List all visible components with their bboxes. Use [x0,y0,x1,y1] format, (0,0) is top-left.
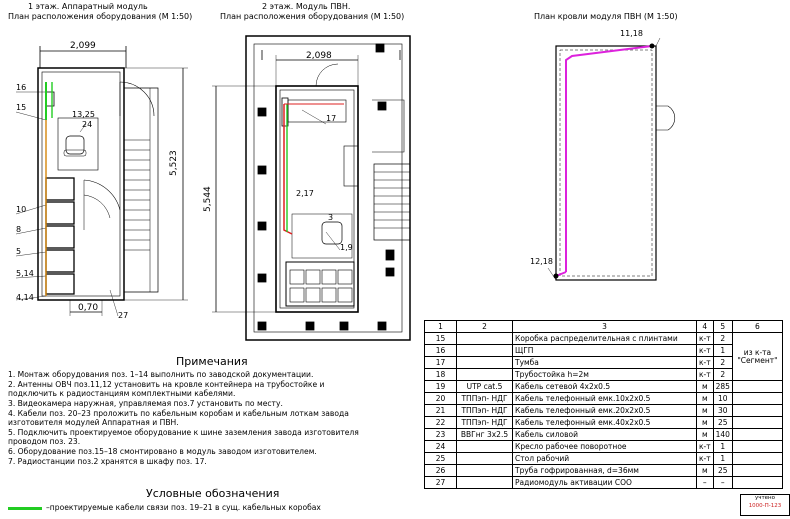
cell-pos: 21 [425,405,457,417]
cell-qty: 1 [713,453,732,465]
callout-17: 17 [326,114,337,123]
p2-width-label: 2,098 [306,51,332,61]
cell-type [457,333,513,345]
cell-unit: м [697,465,714,477]
cell-type: ТППэп- НДГ [457,393,513,405]
note-line: 7. Радиостанции поз.2 хранятся в шкафу поз. 17. [8,457,207,466]
legend-item: –проектируемые кабели связи поз. 19–21 в сущ. кабельных коробах [46,503,321,512]
stamp-code: 1000-П-123 [748,503,782,509]
specification-table [424,320,783,489]
table-row [425,369,783,381]
table-header: 4 [697,321,714,333]
note-line: 2. Антенны ОВЧ поз.11,12 установить на кровле контейнера на трубостойке и [8,380,325,389]
table-row [425,465,783,477]
cell-name: Кабель сетевой 4x2x0.5 [513,381,697,393]
cell-type: ТППэп- НДГ [457,417,513,429]
plan2-title-line1: 2 этаж. Модуль ПВН. [262,2,351,11]
cell-unit: к-т [697,357,714,369]
callout-4-14: 4,14 [16,293,34,302]
roof-top-label: 11,18 [620,29,643,38]
cell-unit: м [697,381,714,393]
cell-qty: – [713,477,732,489]
plan3-outline [548,38,675,280]
cell-name: Кресло рабочее поворотное [513,441,697,453]
table-row [425,345,783,357]
plan2-outline [212,36,410,340]
table-row [425,429,783,441]
note-line: подключить к радиостанциям комплектными кабелями. [8,389,236,398]
cell-unit: к-т [697,369,714,381]
callout-24: 24 [82,120,93,129]
cell-unit: м [697,405,714,417]
cell-name: ЩГП [513,345,697,357]
plan1-title-line2: План расположения оборудования (М 1:50) [8,12,193,21]
cell-pos: 18 [425,369,457,381]
plan3-title: План кровли модуля ПВН (М 1:50) [534,12,678,21]
note-line: изготовителя модулей Аппаратная и ПВН. [8,418,179,427]
cell-type: ТППэп- НДГ [457,405,513,417]
callout-8: 8 [16,225,22,234]
cell-unit: м [697,393,714,405]
cell-pos: 15 [425,333,457,345]
cell-qty: 2 [713,357,732,369]
table-header: 5 [713,321,732,333]
callout-15: 15 [16,103,27,112]
cell-name: Стол рабочий [513,453,697,465]
cell-note [732,441,782,453]
p1-bottom-label: 0,70 [78,303,99,313]
cell-note [732,453,782,465]
p1-width-label: 2,099 [70,41,96,51]
cell-qty: 2 [713,333,732,345]
cell-qty: 2 [713,369,732,381]
plan1-title-line1: 1 этаж. Аппаратный модуль [28,2,148,11]
callout-3: 3 [328,213,334,222]
legend-green-swatch [8,507,42,510]
table-row [425,453,783,465]
cell-pos: 20 [425,393,457,405]
cell-unit: к-т [697,453,714,465]
cell-name: Кабель телефонный емк.40x2x0.5 [513,417,697,429]
cell-qty: 285 [713,381,732,393]
cell-note [732,429,782,441]
notes-heading: Примечания [176,355,248,368]
cell-pos: 19 [425,381,457,393]
cell-unit: – [697,477,714,489]
plan2-title-line2: План расположения оборудования (М 1:50) [220,12,405,21]
cell-pos: 24 [425,441,457,453]
table-header: 1 [425,321,457,333]
note-line: 6. Оборудование поз.15–18 смонтировано в модуль заводом изготовителем. [8,447,317,456]
table-header: 3 [513,321,697,333]
cell-type [457,369,513,381]
note-line: проводом поз. 23. [8,437,81,446]
roof-bottom-label: 12,18 [530,257,553,266]
table-row [425,441,783,453]
note-line: 1. Монтаж оборудования поз. 1–14 выполнить по заводской документации. [8,370,314,379]
note-line: 5. Подключить проектируемое оборудование к шине заземления завода изготовителя [8,428,359,437]
cell-note [732,381,782,393]
cell-pos: 27 [425,477,457,489]
cell-pos: 26 [425,465,457,477]
table-row [425,393,783,405]
stamp-label: учтено [754,495,776,501]
cell-note [732,393,782,405]
cell-name: Коробка распределительная с плинтами [513,333,697,345]
note-line: 4. Кабели поз. 20–23 проложить по кабельным коробам и кабельным лоткам завода [8,409,349,418]
cell-qty: 25 [713,465,732,477]
cell-pos: 16 [425,345,457,357]
cell-unit: м [697,429,714,441]
callout-27: 27 [118,311,129,320]
cell-type [457,453,513,465]
callout-5: 5 [16,247,22,256]
cell-type [457,477,513,489]
p2-low-label: 1,9 [340,243,353,252]
cell-name: Кабель силовой [513,429,697,441]
p1-height-label: 5,523 [169,150,179,176]
callout-16: 16 [16,83,27,92]
table-row [425,405,783,417]
cell-pos: 17 [425,357,457,369]
cell-note [732,405,782,417]
cell-type [457,465,513,477]
table-header: 2 [457,321,513,333]
plan1-outline [16,46,188,316]
cell-pos: 23 [425,429,457,441]
approval-stamp [740,494,790,516]
cell-unit: к-т [697,345,714,357]
p1-inner-label: 13,25 [72,110,95,119]
cell-qty: 30 [713,405,732,417]
p2-mid-label: 2,17 [296,189,314,198]
cell-note: из к-та "Сегмент" [732,333,782,381]
note-line: 3. Видеокамера наружная, управляемая поз.7 установить по месту. [8,399,283,408]
cell-qty: 25 [713,417,732,429]
table-row [425,357,783,369]
cell-note [732,465,782,477]
cell-type [457,345,513,357]
cell-name: Тумба [513,357,697,369]
cell-qty: 1 [713,441,732,453]
cell-type: UTP cat.5 [457,381,513,393]
table-row [425,333,783,345]
table-row [425,381,783,393]
cell-name: Труба гофрированная, d=36мм [513,465,697,477]
p2-height-label: 5,544 [203,186,213,212]
callout-5-14: 5,14 [16,269,34,278]
cell-note [732,417,782,429]
cell-type [457,357,513,369]
table-header-row [425,321,783,333]
cell-name: Кабель телефонный емк.10x2x0.5 [513,393,697,405]
cell-qty: 1 [713,345,732,357]
cell-name: Кабель телефонный емк.20x2x0.5 [513,405,697,417]
cell-type [457,441,513,453]
cell-unit: к-т [697,333,714,345]
cell-qty: 140 [713,429,732,441]
cell-name: Радиомодуль активации СОО [513,477,697,489]
cell-type: ВВГнг 3x2.5 [457,429,513,441]
table-row [425,417,783,429]
cell-qty: 10 [713,393,732,405]
cell-unit: м [697,417,714,429]
cell-name: Трубостойка h=2м [513,369,697,381]
table-header: 6 [732,321,782,333]
legend-heading: Условные обозначения [146,487,280,500]
cell-pos: 25 [425,453,457,465]
cell-note [732,477,782,489]
cell-unit: к-т [697,441,714,453]
callout-10: 10 [16,205,27,214]
cell-pos: 22 [425,417,457,429]
table-row [425,477,783,489]
